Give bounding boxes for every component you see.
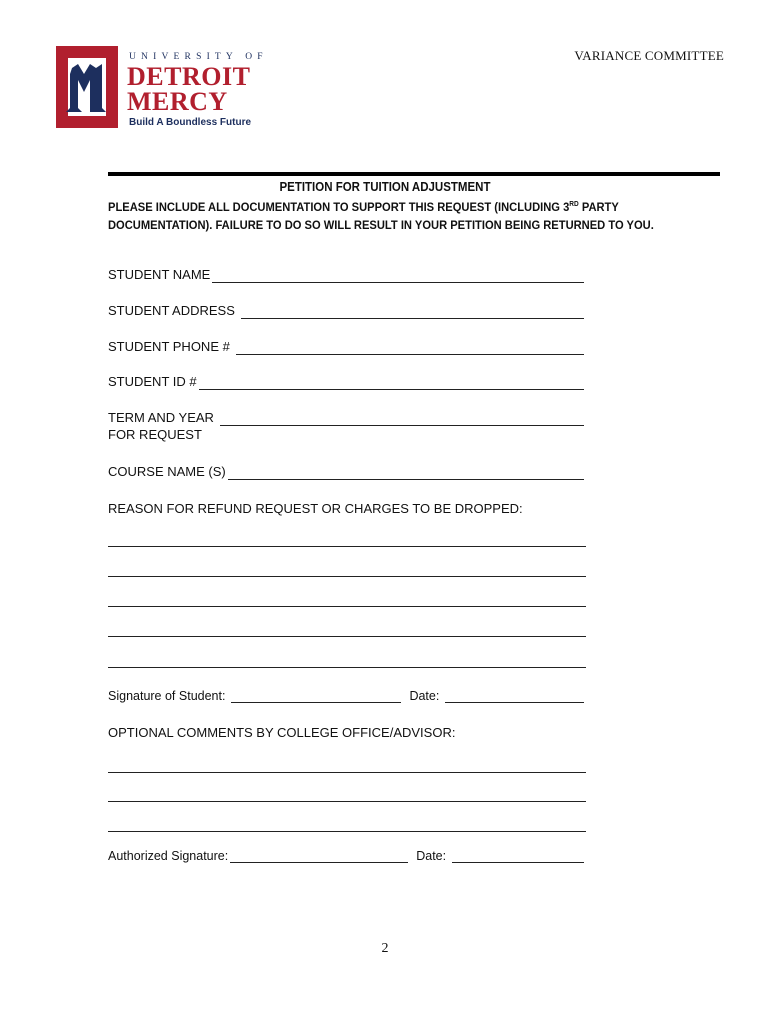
- authorized-signature-row: [108, 849, 584, 863]
- comments-heading: OPTIONAL COMMENTS BY COLLEGE OFFICE/ADVISOR:: [108, 725, 456, 740]
- university-logo: [54, 44, 268, 134]
- date-label: Date:: [416, 849, 447, 863]
- reason-heading: REASON FOR REFUND REQUEST OR CHARGES TO BE DROPPED:: [108, 501, 523, 516]
- term-year-field[interactable]: [108, 409, 584, 426]
- form-title: PETITION FOR TUITION ADJUSTMENT: [279, 180, 491, 194]
- student-signature-line[interactable]: [231, 690, 401, 703]
- course-name-line[interactable]: [228, 467, 584, 480]
- comment-line[interactable]: [108, 831, 586, 832]
- date-label: Date:: [409, 689, 440, 703]
- reason-line[interactable]: [108, 546, 586, 547]
- field-label: STUDENT NAME: [108, 267, 211, 282]
- notice-line-1-text: PLEASE INCLUDE ALL DOCUMENTATION TO SUPPORT THIS REQUEST (INCLUDING 3: [108, 200, 570, 214]
- logo-university-of: UNIVERSITY OF: [129, 52, 268, 62]
- authorized-signature-label: Authorized Signature:: [108, 849, 229, 863]
- field-label: TERM AND YEAR: [108, 410, 214, 425]
- student-phone-line[interactable]: [236, 342, 584, 355]
- comment-line[interactable]: [108, 801, 586, 802]
- reason-line[interactable]: [108, 576, 586, 577]
- reason-line[interactable]: [108, 667, 586, 668]
- term-year-label-line2: FOR REQUEST: [108, 427, 202, 442]
- reason-line[interactable]: [108, 636, 586, 637]
- reason-line[interactable]: [108, 606, 586, 607]
- field-label: STUDENT PHONE #: [108, 339, 230, 354]
- committee-label: VARIANCE COMMITTEE: [574, 48, 724, 63]
- student-address-field[interactable]: [108, 302, 584, 319]
- notice-superscript: RD: [569, 201, 579, 208]
- field-label: STUDENT ADDRESS: [108, 303, 235, 318]
- term-year-line[interactable]: [220, 413, 584, 426]
- student-name-field[interactable]: [108, 266, 584, 283]
- authorized-date-line[interactable]: [452, 850, 584, 863]
- header-rule: [108, 172, 720, 176]
- field-label: COURSE NAME (S): [108, 464, 226, 479]
- student-signature-label: Signature of Student:: [108, 689, 226, 703]
- page-number: 2: [381, 941, 389, 956]
- student-id-field[interactable]: [108, 373, 584, 390]
- logo-tagline: Build A Boundless Future: [129, 117, 252, 128]
- comment-line[interactable]: [108, 772, 586, 773]
- authorized-signature-line[interactable]: [230, 850, 408, 863]
- notice-line-1-end: PARTY: [578, 200, 619, 214]
- notice-line-1: [108, 196, 685, 216]
- logo-mercy: MERCY: [127, 87, 228, 116]
- student-id-line[interactable]: [199, 377, 584, 390]
- notice-line-2: DOCUMENTATION). FAILURE TO DO SO WILL RESULT IN YOUR PETITION BEING RETURNED TO YOU.: [108, 218, 654, 232]
- student-signature-row: [108, 689, 584, 703]
- documentation-notice: [108, 196, 685, 234]
- student-phone-field[interactable]: [108, 338, 584, 355]
- logo-detroit: DETROIT: [127, 62, 251, 91]
- detroit-mercy-shield-icon: [54, 44, 120, 130]
- student-address-line[interactable]: [241, 306, 584, 319]
- field-label: STUDENT ID #: [108, 374, 197, 389]
- student-name-line[interactable]: [212, 270, 584, 283]
- student-date-line[interactable]: [445, 690, 584, 703]
- course-name-field[interactable]: [108, 463, 584, 480]
